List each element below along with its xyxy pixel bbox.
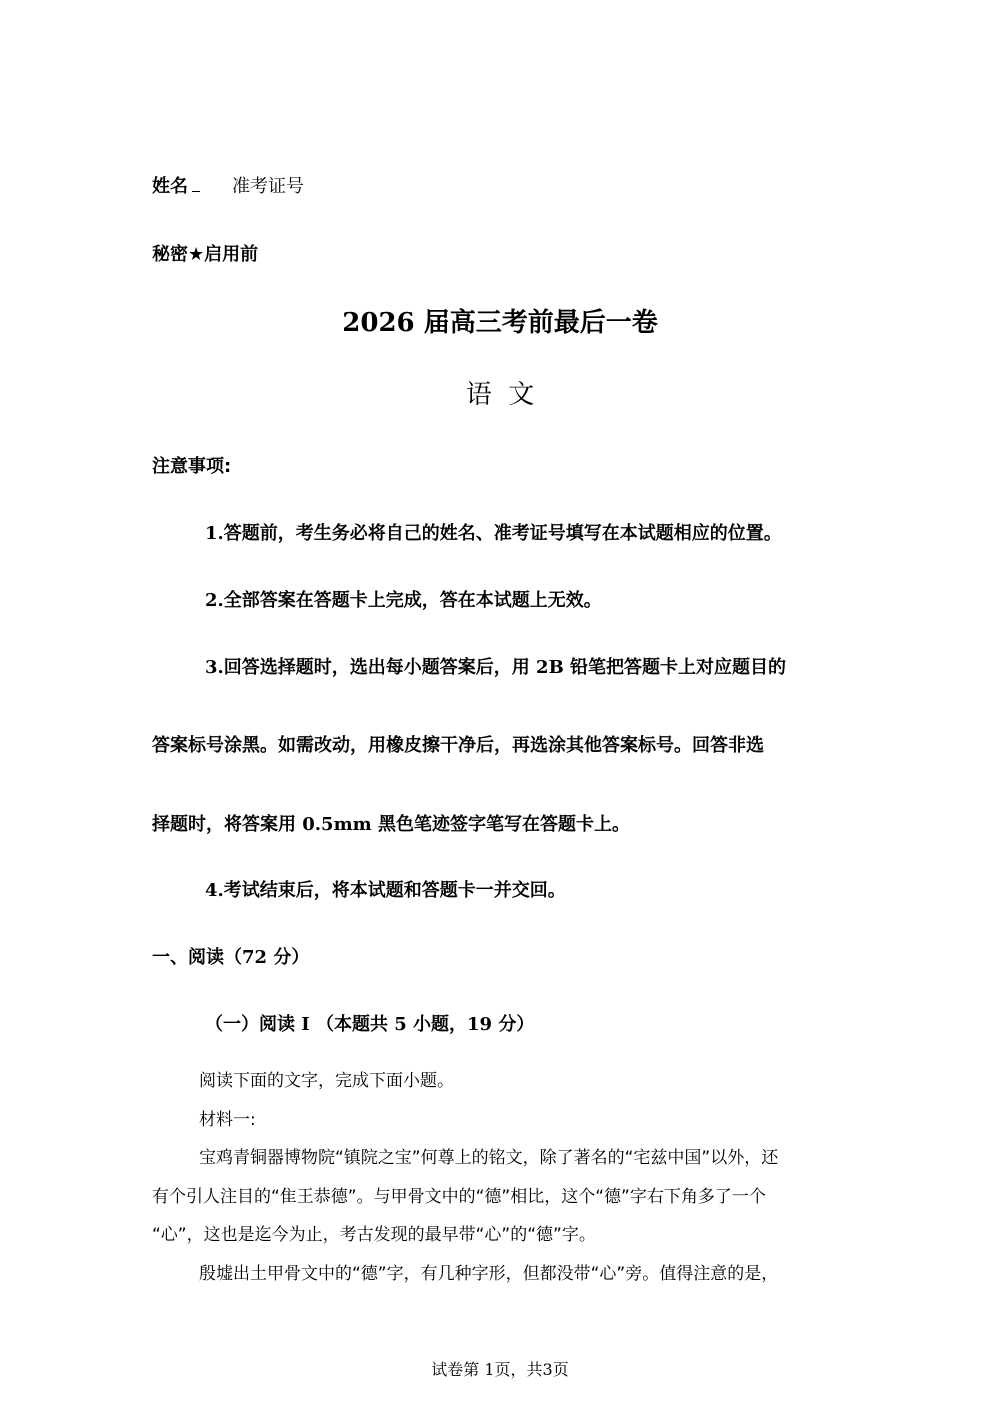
notice-item: 择题时，将答案用 0.5mm 黑色笔迹签字笔写在答题卡上。 [152, 814, 630, 835]
notice-item: 答案标号涂黑。如需改动，用橡皮擦干净后，再选涂其他答案标号。回答非选 [152, 735, 764, 756]
instruction: 阅读下面的文字，完成下面小题。 [199, 1071, 454, 1091]
name-label: 姓名 [152, 176, 188, 197]
name-field [152, 172, 200, 198]
name-blank [192, 177, 200, 192]
notice-item: 1.答题前，考生务必将自己的姓名、准考证号填写在本试题相应的位置。 [205, 523, 782, 544]
secret-label: 秘密★启用前 [152, 244, 259, 265]
notice-heading: 注意事项: [152, 456, 232, 477]
paragraph-line: “心”，这也是迄今为止，考古发现的最早带“心”的“德”字。 [152, 1225, 596, 1245]
subject-title: 语 文 [465, 380, 535, 410]
paragraph-line: 有个引人注目的“隹王恭德”。与甲骨文中的“德”相比，这个“德”字右下角多了一个 [152, 1187, 766, 1207]
page-footer: 试卷第 1页，共3页 [431, 1360, 569, 1379]
notice-item: 3.回答选择题时，选出每小题答案后，用 2B 铅笔把答题卡上对应题目的 [205, 657, 787, 678]
notice-item: 4.考试结束后，将本试题和答题卡一并交回。 [205, 880, 566, 901]
paragraph-line: 殷墟出土甲骨文中的“德”字，有几种字形，但都没带“心”旁。值得注意的是， [199, 1264, 779, 1284]
section-title: 一、阅读（72 分） [152, 947, 310, 968]
page-title: 2026 届高三考前最后一卷 [342, 308, 658, 338]
paragraph-line: 宝鸡青铜器博物院“镇院之宝”何尊上的铭文，除了著名的“宅兹中国”以外，还 [199, 1148, 779, 1168]
notice-item: 2.全部答案在答题卡上完成，答在本试题上无效。 [205, 590, 602, 611]
section-subtitle: （一）阅读 I （本题共 5 小题，19 分） [205, 1014, 535, 1035]
material-label: 材料一: [199, 1110, 256, 1130]
exam-id-label: 准考证号 [232, 176, 304, 197]
